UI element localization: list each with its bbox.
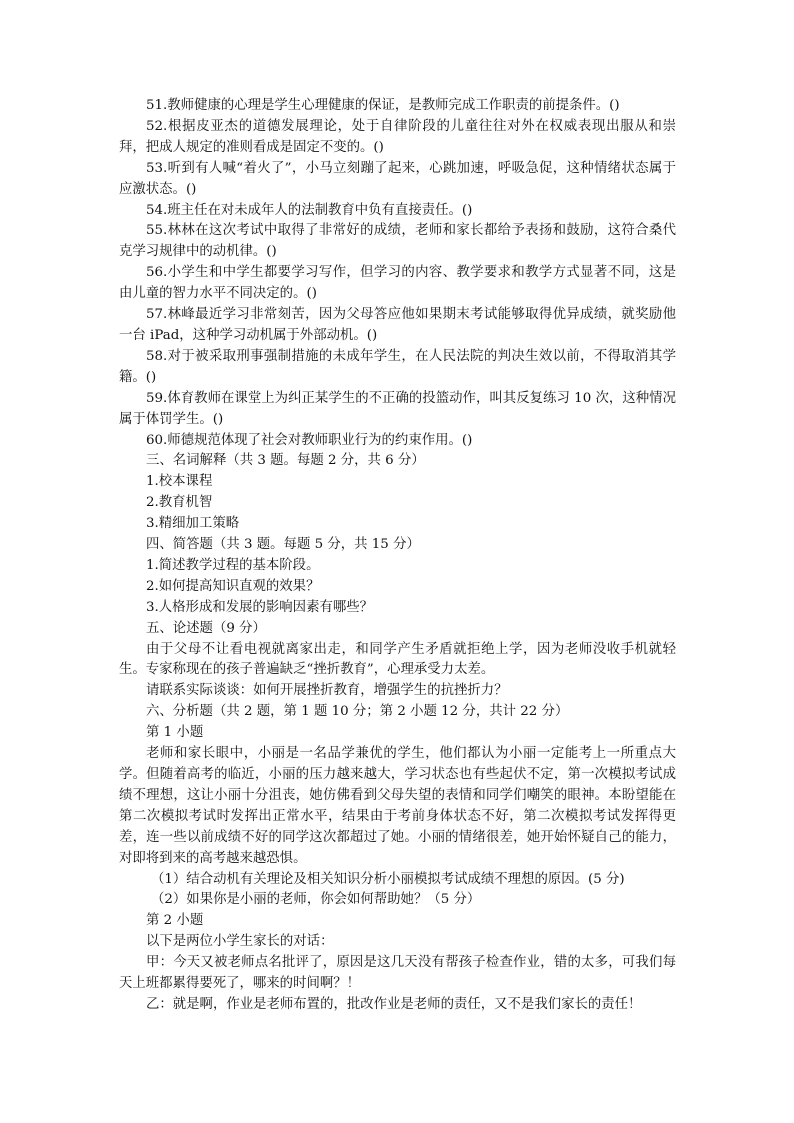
question-54: 54.班主任在对未成年人的法制教育中负有直接责任。(): [146, 202, 473, 218]
question-53: 53.听到有人喊“着火了”，小马立刻蹦了起来，心跳加速，呼吸急促，这种情绪状态属于应激状态。(): [119, 160, 676, 197]
short-answer-item: 3.人格形成和发展的影响因素有哪些？: [146, 599, 374, 615]
section-heading-short-answer: 四、简答题（共 3 题。每题 5 分，共 15 分）: [146, 537, 420, 553]
question-60: 60.师德规范体现了社会对教师职业行为的约束作用。(): [146, 432, 473, 448]
term-item: 2.教育机智: [146, 495, 213, 511]
case-1-question-2: （2）如果你是小丽的老师，你会如何帮助她？（5 分）: [151, 892, 481, 908]
section-heading-analysis: 六、分析题（共 2 题，第 1 题 10 分；第 2 小题 12 分，共计 22 分）: [146, 704, 569, 720]
question-51: 51.教师健康的心理是学生心理健康的保证，是教师完成工作职责的前提条件。(): [146, 98, 620, 113]
dialogue-b: 乙：就是啊，作业是老师布置的，批改作业是老师的责任，又不是我们家长的责任！: [146, 996, 642, 1012]
essay-prompt: 由于父母不让看电视就离家出走，和同学产生矛盾就拒绝上学，因为老师没收手机就轻生。专家称现在的孩子普遍缺乏“挫折教育”，心理承受力太差。: [119, 641, 676, 678]
case-2-intro: 以下是两位小学生家长的对话：: [146, 934, 334, 950]
dialogue-a: 甲：今天又被老师点名批评了，原因是这几天没有帮孩子检查作业，错的太多，可我们每天上班都累得要死了，哪来的时间啊？！: [119, 955, 676, 992]
question-56: 56.小学生和中学生都要学习写作，但学习的内容、教学要求和教学方式显著不同，这是由儿童的智力水平不同决定的。(): [119, 265, 676, 302]
subquestion-2-title: 第 2 小题: [146, 913, 204, 929]
subquestion-1-title: 第 1 小题: [146, 725, 204, 741]
term-item: 3.精细加工策略: [146, 516, 240, 532]
section-heading-terms: 三、名词解释（共 3 题。每题 2 分，共 6 分）: [146, 453, 425, 469]
short-answer-item: 1.简述教学过程的基本阶段。: [146, 557, 320, 573]
question-58: 58.对于被采取刑事强制措施的未成年学生，在人民法院的判决生效以前，不得取消其学籍。(): [119, 348, 676, 385]
term-item: 1.校本课程: [146, 474, 213, 490]
short-answer-item: 2.如何提高知识直观的效果？: [146, 578, 320, 594]
document-page: [119, 96, 676, 1016]
section-heading-essay: 五、论述题（9 分）: [146, 620, 266, 636]
essay-question: 请联系实际谈谈：如何开展挫折教育，增强学生的抗挫折力？: [146, 683, 508, 699]
question-55: 55.林林在这次考试中取得了非常好的成绩，老师和家长都给予表扬和鼓励，这符合桑代克学习规律中的动机律。(): [119, 223, 676, 260]
question-59: 59.体育教师在课堂上为纠正某学生的不正确的投篮动作，叫其反复练习 10 次，这种情况属于体罚学生。(): [119, 390, 676, 427]
case-1-question-1: （1）结合动机有关理论及相关知识分析小丽模拟考试成绩不理想的原因。(5 分): [151, 871, 625, 887]
question-57: 57.林峰最近学习非常刻苦，因为父母答应他如果期末考试能够取得优异成绩，就奖励他一台 iPad，这种学习动机属于外部动机。(): [119, 307, 676, 343]
case-1-text: 老师和家长眼中，小丽是一名品学兼优的学生，他们都认为小丽一定能考上一所重点大学。但随着高考的临近，小丽的压力越来越大，学习状态也有些起伏不定，第一次模拟考试成绩不理想，这让小丽十分沮丧，她仿佛看到父母失望的表情和同学们嘲笑的眼神。本盼望能在第二次模拟考试时发挥出正常水平，结果由于考前身体状态不好，第二次模拟考试发挥得更差，连一些以前成绩不好的同学这次都超过了她。小丽的情绪很差，她开始怀疑自己的能力，对即将到来的高考越来越恐惧。: [119, 746, 676, 866]
question-52: 52.根据皮亚杰的道德发展理论，处于自律阶段的儿童往往对外在权威表现出服从和崇拜，把成人规定的准则看成是固定不变的。(): [119, 118, 676, 155]
